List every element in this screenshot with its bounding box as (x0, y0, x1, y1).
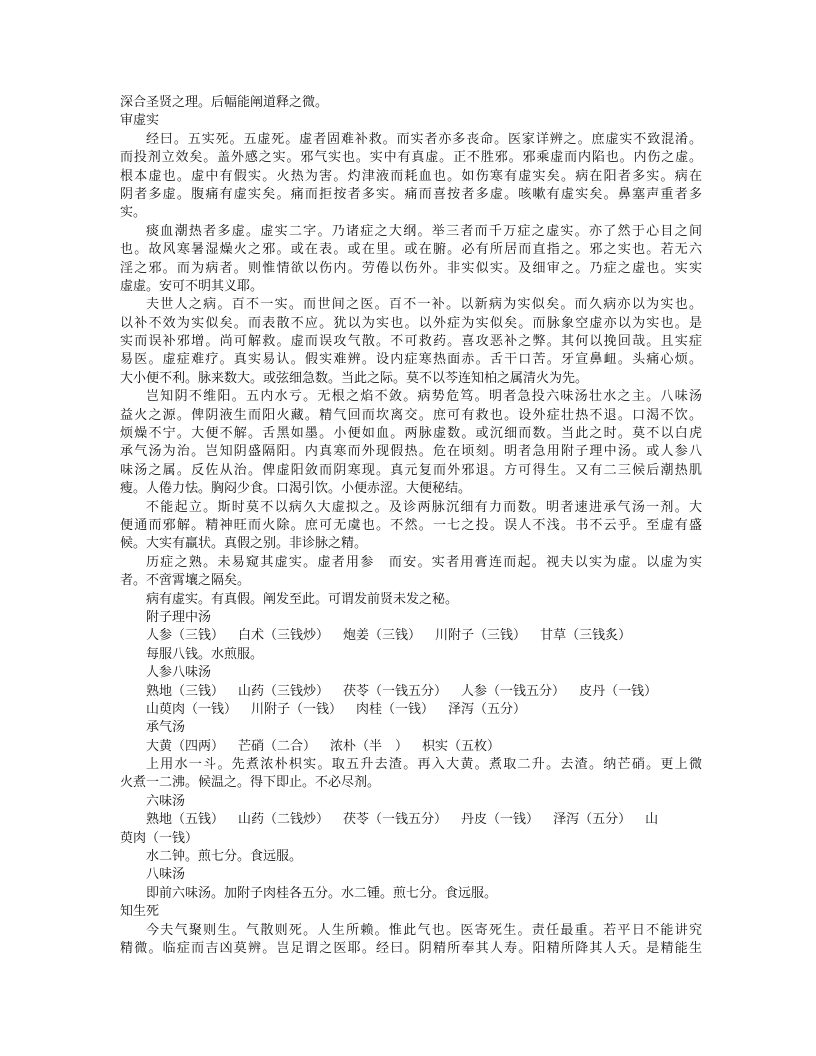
ingredient-row (120, 811, 702, 829)
text-line: 人参八味汤 (146, 665, 212, 681)
ingredient-row (120, 683, 702, 701)
text-line: 上用水一斗。先煮浓朴枳实。取五升去渣。再入大黄。煮取二升。去渣。纳芒硝。更上微 (146, 757, 702, 773)
text-line: 而投剂立效矣。盖外感之实。邪气实也。实中有真虚。正不胜邪。邪乘虚而内陷也。内伤之虚。 (120, 150, 702, 166)
text-line: 每服八钱。水煎服。 (146, 646, 264, 662)
text-line: 深合圣贤之理。后幅能阐道释之微。 (120, 95, 329, 110)
ingredient-item: 大黄（四两） (146, 738, 225, 754)
ingredient-row (120, 701, 702, 719)
ingredient-item: 白术（三钱炒） (238, 628, 330, 644)
text-line: 实。 (120, 205, 147, 221)
text-line: 岂知阴不维阳。五内水亏。无根之焰不敛。病势危笃。明者急投六味汤壮水之主。八味汤 (146, 389, 702, 405)
text-line: 萸肉（一钱） (120, 830, 199, 846)
text-line: 阴者多虚。腹痛有虚实矣。痛而拒按者多实。痛而喜按者多虚。咳嗽有虚实矣。鼻塞声重者多 (120, 186, 702, 202)
ingredient-item: 肉桂（一钱） (356, 701, 435, 717)
text-line: 夫世人之病。百不一实。而世间之医。百不一补。以新病为实似矣。而久病亦以为实也。 (146, 297, 702, 313)
ingredient-item: 山萸肉（一钱） (146, 701, 238, 717)
ingredient-row (120, 627, 702, 645)
text-line: 精微。临症而吉凶莫辨。岂足谓之医耶。经曰。阴精所奉其人寿。阳精所降其人夭。是精能生 (120, 940, 702, 956)
text-line: 虚虚。安可不明其义耶。 (120, 278, 264, 294)
ingredient-item: 浓朴（半 ） (330, 738, 409, 754)
ingredient-item: 枳实（五枚） (422, 738, 501, 754)
text-line: 附子理中汤 (146, 609, 212, 625)
text-line: 水二钟。煎七分。食远服。 (146, 849, 303, 865)
text-line: 以补不效为实似矣。而表散不应。犹以为实也。以外症为实似矣。而脉象空虚亦以为实也。是 (120, 315, 702, 331)
ingredient-item: 茯苓（一钱五分） (343, 812, 448, 828)
ingredient-row (120, 738, 702, 756)
ingredient-item: 人参（一钱五分） (461, 683, 566, 699)
text-line: 候。大实有羸状。真假之别。非诊脉之精。 (120, 536, 368, 552)
ingredient-item: 熟地（五钱） (146, 812, 225, 828)
text-line: 益火之源。俾阴液生而阳火藏。精气回而坎离交。庶可有救也。设外症壮热不退。口渴不饮。 (120, 407, 702, 423)
text-line: 味汤之属。反佐从治。俾虚阳敛而阴寒现。真元复而外邪退。方可得生。又有二三候后潮热肌 (120, 462, 702, 478)
ingredient-item: 甘草（三钱炙） (540, 628, 632, 644)
text-line: 者。不啻霄壤之隔矣。 (120, 573, 251, 589)
ingredient-item: 皮丹（一钱） (579, 683, 658, 699)
text-body (120, 94, 702, 958)
text-line: 便通而邪解。精神旺而火除。庶可无虞也。不然。一七之投。误人不浅。书不云乎。至虚有盛 (120, 517, 702, 533)
text-line: 八味汤 (146, 867, 186, 883)
text-line: 烦燥不宁。大便不解。舌黑如墨。小便如血。两脉虚数。或沉细而数。当此之时。莫不以白虎 (120, 426, 702, 442)
ingredient-item: 川附子（三钱） (435, 628, 527, 644)
text-line: 也。故风寒暑湿燥火之邪。或在表。或在里。或在腑。必有所居而直指之。邪之实也。若无六 (120, 242, 702, 258)
ingredient-item: 山 (645, 812, 659, 828)
text-line: 审虚实 (120, 113, 160, 129)
text-line: 淫之邪。而为病者。则惟情欲以伤内。劳倦以伤外。非实似实。及细审之。乃症之虚也。实实 (120, 260, 702, 276)
text-line: 火煮一二沸。候温之。得下即止。不必尽剂。 (120, 775, 381, 791)
ingredient-item: 泽泻（五分） (448, 701, 527, 717)
text-line: 今夫气聚则生。气散则死。人生所赖。惟此气也。医寄死生。责任最重。若平日不能讲究 (146, 922, 702, 938)
text-line: 承气汤 (146, 720, 186, 736)
text-line: 瘦。人倦力怯。胸闷少食。口渴引饮。小便赤涩。大便秘结。 (120, 481, 472, 497)
ingredient-item: 山药（二钱炒） (238, 812, 330, 828)
ingredient-item: 茯苓（一钱五分） (343, 683, 448, 699)
text-line: 实而误补邪增。尚可解救。虚而误攻气散。不可救药。喜攻恶补之弊。其何以挽回哉。且实症 (120, 334, 702, 350)
text-line: 六味汤 (146, 793, 186, 809)
text-line: 易医。虚症难疗。真实易认。假实难辨。设内症寒热面赤。舌干口苦。牙宣鼻衄。头痛心烦。 (120, 352, 702, 368)
text-line: 痰血潮热者多虚。虚实二字。乃诸症之大纲。举三者而千万症之虚实。亦了然于心目之间 (146, 223, 702, 239)
ingredient-item: 芒硝（二合） (238, 738, 317, 754)
text-line: 承气汤为治。岂知阴盛隔阳。内真寒而外现假热。危在顷刻。明者急用附子理中汤。或人参八 (120, 444, 702, 460)
text-line: 历症之熟。未易窥其虚实。虚者用参 而安。实者用膏连而起。视夫以实为虚。以虚为实 (146, 554, 702, 570)
text-line: 知生死 (120, 904, 160, 920)
ingredient-item: 泽泻（五分） (553, 812, 632, 828)
ingredient-item: 炮姜（三钱） (343, 628, 422, 644)
text-line: 即前六味汤。加附子肉桂各五分。水二锺。煎七分。食远服。 (146, 885, 498, 901)
ingredient-item: 人参（三钱） (146, 628, 225, 644)
ingredient-item: 山药（三钱炒） (238, 683, 330, 699)
ingredient-item: 熟地（三钱） (146, 683, 225, 699)
text-line: 根本虚也。虚中有假实。火热为害。灼津液而耗血也。如伤寒有虚实矣。病在阳者多实。病在 (120, 168, 702, 184)
text-line: 经曰。五实死。五虚死。虚者固难补救。而实者亦多丧命。医家详辨之。庶虚实不致混淆。 (146, 131, 702, 147)
ingredient-item: 丹皮（一钱） (461, 812, 540, 828)
text-line: 大小便不利。脉来数大。或弦细急数。当此之际。莫不以芩连知柏之属清火为先。 (120, 370, 589, 386)
text-line: 病有虚实。有真假。阐发至此。可谓发前贤未发之秘。 (146, 591, 459, 607)
text-line: 不能起立。斯时莫不以病久大虚拟之。及诊两脉沉细有力而数。明者速进承气汤一剂。大 (146, 499, 702, 515)
ingredient-item: 川附子（一钱） (251, 701, 343, 717)
